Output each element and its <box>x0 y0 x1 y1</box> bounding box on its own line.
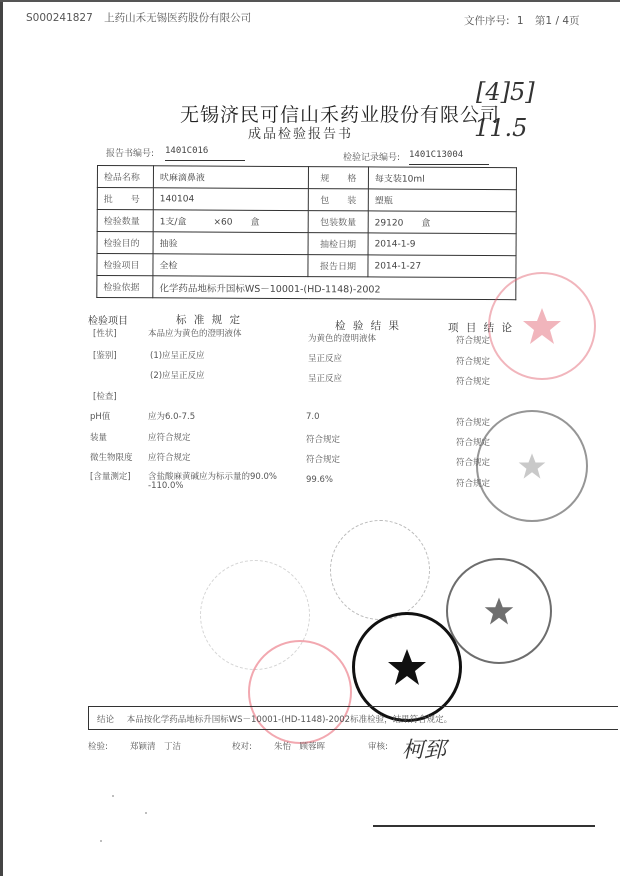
row-result: 99.6% <box>306 475 334 485</box>
bottom-rule <box>373 825 595 827</box>
inspectors: 郑颖清 丁洁 <box>130 742 182 752</box>
row-result: 符合规定 <box>306 435 341 445</box>
handwritten-note-2: 11.5 <box>474 114 528 142</box>
page-info: 第1 / 4页 <box>534 15 580 27</box>
scan-top-edge <box>0 0 620 2</box>
cell-value: 全检 <box>153 254 308 277</box>
row-conclusion: 符合规定 <box>456 438 491 448</box>
row-standard: 应为6.0-7.5 <box>148 412 196 422</box>
star-icon <box>522 306 562 346</box>
reviewer-label: 审核: <box>368 742 388 752</box>
grey-pharma-stamp <box>446 558 552 664</box>
table-row <box>97 188 516 212</box>
file-seq: 1 <box>516 15 524 27</box>
row-conclusion: 符合规定 <box>456 357 491 367</box>
checker-label: 校对: <box>232 742 252 752</box>
cell-value: 2014-1-27 <box>368 255 516 278</box>
cell-label: 报告日期 <box>308 255 368 277</box>
row-conclusion: 符合规定 <box>456 458 491 468</box>
cell-label: 检验数量 <box>97 210 153 232</box>
file-seq-label: 文件序号: <box>464 15 510 27</box>
scan-speck <box>100 840 102 842</box>
handwritten-note-1: [4]5] <box>476 78 535 106</box>
row-item: [含量测定] <box>90 472 131 482</box>
faded-stamp-1 <box>330 520 430 620</box>
cell-value: 化学药品地标升国标WS－10001-(HD-1148)-2002 <box>153 276 516 300</box>
row-standard: 含盐酸麻黄碱应为标示量的90.0% <box>148 472 278 482</box>
cell-label: 包 装 <box>308 189 368 211</box>
report-no-label: 报告书编号: <box>106 149 155 159</box>
header-result: 检 验 结 果 <box>335 320 402 332</box>
grey-distributor-stamp <box>476 410 588 522</box>
issuer-name: 上药山禾无锡医药股份有限公司 <box>104 12 252 24</box>
reviewer-signature: 柯郅 <box>402 738 447 763</box>
row-result: 呈正反应 <box>308 354 343 364</box>
page-header-left <box>26 10 251 25</box>
row-item: [性状] <box>93 329 117 339</box>
cell-label: 包装数量 <box>308 211 368 233</box>
row-result: 为黄色的澄明液体 <box>308 334 377 344</box>
conclusion-text: 本品按化学药品地标升国标WS－10001-(HD-1148)-2002标准检验，结果符合规定。 <box>126 715 453 725</box>
table-row <box>97 232 516 256</box>
cell-label: 规 格 <box>308 167 368 189</box>
row-item: [检查] <box>93 392 117 402</box>
inspector-label: 检验: <box>88 742 108 752</box>
page-header-right <box>464 13 580 28</box>
table-row <box>97 166 516 190</box>
cell-label: 检验依据 <box>97 276 153 298</box>
cell-label: 抽检日期 <box>308 233 368 255</box>
doc-id: S000241827 <box>26 12 93 24</box>
cell-value: 2014-1-9 <box>368 233 516 256</box>
product-info-table <box>96 165 517 300</box>
scan-speck <box>112 795 114 797</box>
conclusion-label: 结论 <box>97 715 115 725</box>
scan-speck <box>145 812 147 814</box>
row-standard: 应符合规定 <box>148 433 191 443</box>
cell-value: 吠麻滴鼻液 <box>153 166 308 189</box>
row-item: [鉴别] <box>93 351 117 361</box>
row-conclusion: 符合规定 <box>456 418 491 428</box>
report-title: 成品检验报告书 <box>248 127 354 142</box>
cell-label: 检验目的 <box>97 232 153 254</box>
row-conclusion: 符合规定 <box>456 336 491 346</box>
table-row <box>97 254 516 278</box>
record-no: 1401C13004 <box>409 150 489 165</box>
row-standard: (2)应呈正反应 <box>150 371 205 381</box>
row-standard: (1)应呈正反应 <box>150 351 205 361</box>
row-item: 装量 <box>90 433 108 443</box>
row-result: 7.0 <box>306 412 320 422</box>
row-standard: 应符合规定 <box>148 453 191 463</box>
row-item: pH值 <box>90 412 111 422</box>
report-no: 1401C016 <box>165 146 245 161</box>
cell-value: 塑瓶 <box>368 189 516 212</box>
row-standard: 本品应为黄色的澄明液体 <box>148 329 242 339</box>
record-no-label: 检验记录编号: <box>343 153 401 163</box>
row-standard-cont: -110.0% <box>148 481 184 491</box>
header-item: 检验项目 <box>88 316 128 327</box>
row-result: 呈正反应 <box>308 374 343 384</box>
cell-label: 检品名称 <box>97 166 153 188</box>
header-conclusion: 项 目 结 论 <box>448 322 515 334</box>
row-result: 符合规定 <box>306 455 341 465</box>
row-conclusion: 符合规定 <box>456 377 491 387</box>
table-row <box>97 210 516 234</box>
table-row <box>97 276 516 300</box>
row-conclusion: 符合规定 <box>456 479 491 489</box>
star-icon <box>387 647 427 687</box>
cell-label: 批 号 <box>97 188 153 210</box>
cell-label: 检验项目 <box>97 254 153 276</box>
conclusion-box <box>88 706 618 730</box>
scan-left-edge <box>0 0 3 876</box>
cell-value: 每支装10ml <box>368 167 516 190</box>
checkers: 朱怡 顾蓉晖 <box>274 742 326 752</box>
star-icon <box>518 452 546 480</box>
company-name: 无锡济民可信山禾药业股份有限公司 <box>180 104 501 126</box>
cell-value: 抽验 <box>153 232 308 255</box>
header-standard: 标 准 规 定 <box>176 314 243 326</box>
cell-value: 140104 <box>153 188 308 211</box>
row-item: 微生物限度 <box>90 453 133 463</box>
cell-value: 29120 盒 <box>368 211 516 234</box>
cell-value: 1支/盒 ×60 盒 <box>153 210 308 233</box>
star-icon <box>484 596 514 626</box>
